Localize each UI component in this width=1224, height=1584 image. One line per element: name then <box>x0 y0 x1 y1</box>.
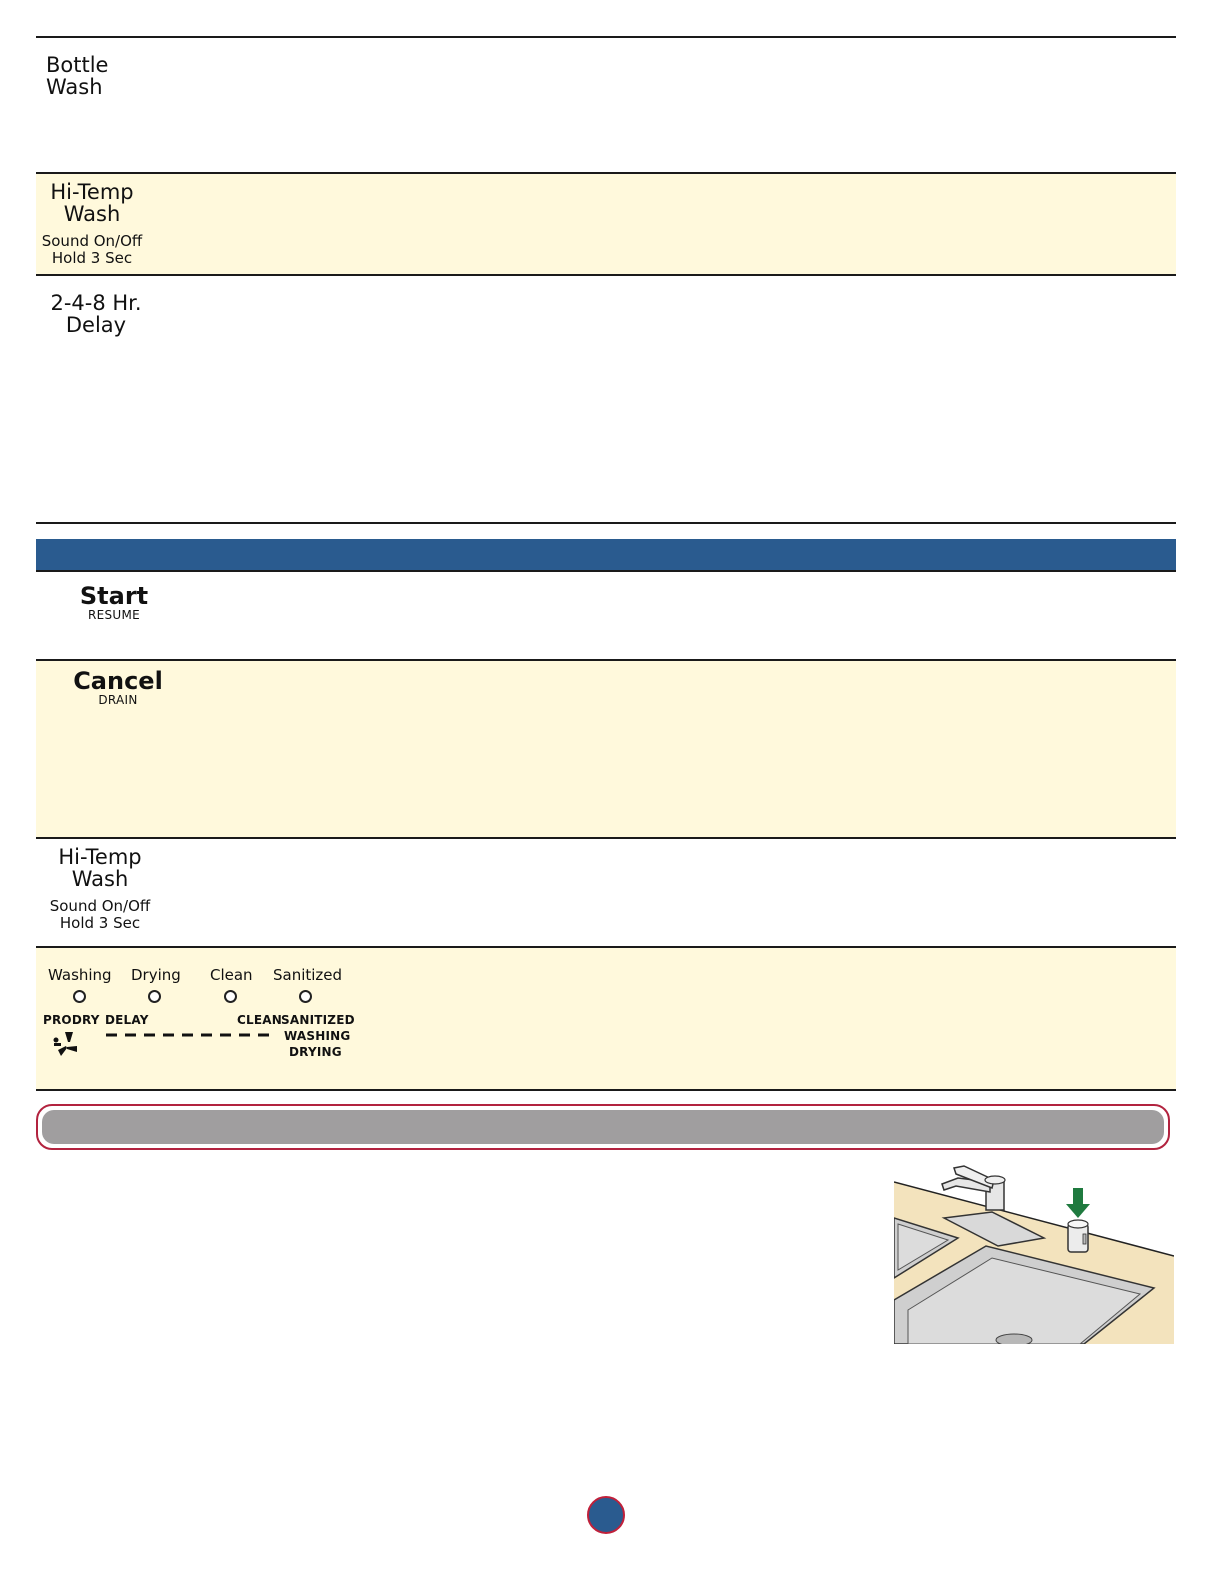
cancel-label <box>68 669 168 707</box>
start-sub: RESUME <box>87 608 141 623</box>
start-title: Start <box>79 582 149 610</box>
section-header-band <box>36 539 1176 572</box>
sound-toggle-line1: Sound On/Off <box>41 232 143 251</box>
sound-toggle-2-line2: Hold 3 Sec <box>59 914 141 933</box>
washing-led <box>73 990 86 1003</box>
divider <box>36 522 1176 524</box>
drying-led <box>148 990 161 1003</box>
cancel-title: Cancel <box>73 667 163 695</box>
page-number-badge <box>587 1496 625 1534</box>
legend-drying: DRYING <box>289 1045 342 1059</box>
sound-toggle-line2: Hold 3 Sec <box>51 249 133 268</box>
hi-temp-wash-label <box>40 181 144 268</box>
status-clean-label: Clean <box>210 966 253 984</box>
legend-clean: CLEAN <box>237 1013 282 1027</box>
delay-label <box>44 292 148 336</box>
section-pill-header <box>36 1104 1170 1150</box>
hi-temp-line2: Wash <box>63 202 121 227</box>
legend-sanitized: SANITIZED <box>281 1013 355 1027</box>
start-label <box>64 584 164 622</box>
legend-prodry: PRODRY <box>43 1013 100 1027</box>
hi-temp-wash-label-2 <box>46 846 154 933</box>
bottle-wash-line1: Bottle <box>46 53 109 77</box>
bottle-wash-line2: Wash <box>46 75 103 100</box>
divider <box>36 36 1176 38</box>
hi-temp-2-line2: Wash <box>71 867 129 892</box>
delay-line1: 2-4-8 Hr. <box>50 291 142 315</box>
sink-faucet-illustration <box>894 1160 1174 1344</box>
sound-toggle-2-line1: Sound On/Off <box>49 897 151 916</box>
fan-icon <box>53 1030 85 1058</box>
bottle-wash-label <box>46 54 108 98</box>
sanitized-led <box>299 990 312 1003</box>
section-pill-fill <box>42 1110 1164 1144</box>
divider <box>36 837 1176 839</box>
status-band <box>36 948 1176 1089</box>
divider <box>36 274 1176 276</box>
divider <box>36 1089 1176 1091</box>
status-drying-label: Drying <box>131 966 181 984</box>
cancel-sub: DRAIN <box>98 693 138 708</box>
hi-temp-2-line1: Hi-Temp <box>58 845 142 869</box>
hi-temp-band <box>36 174 1176 274</box>
status-washing-label: Washing <box>48 966 112 984</box>
hi-temp-line1: Hi-Temp <box>50 180 134 204</box>
legend-washing: WASHING <box>284 1029 351 1043</box>
clean-led <box>224 990 237 1003</box>
delay-line2: Delay <box>65 313 127 338</box>
legend-delay: DELAY <box>105 1013 149 1027</box>
delay-dashes <box>105 1032 277 1038</box>
status-sanitized-label: Sanitized <box>273 966 343 984</box>
cancel-band <box>36 661 1176 837</box>
